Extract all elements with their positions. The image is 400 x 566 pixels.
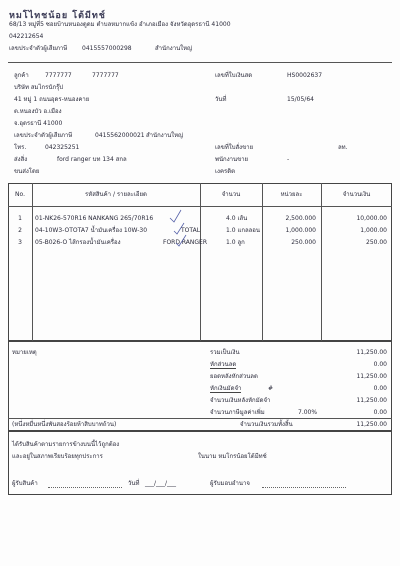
col-divider-2 — [200, 183, 201, 341]
grand-total-label: จำนวนเงินรวมทั้งสิ้น — [240, 421, 293, 428]
amount-in-words: (หนึ่งหมื่นหนึ่งพันสองร้อยห้าสิบบาทถ้วน) — [12, 421, 117, 428]
vat-label: จำนวนภาษีมูลค่าเพิ่ม — [210, 409, 265, 416]
company-tax-id: 0415557000298 — [82, 45, 132, 52]
deposit-marker: # — [268, 385, 274, 392]
header-no: No. — [15, 191, 25, 198]
customer-phone-label: โทร. — [14, 144, 27, 151]
doc-date-label: วันที่ — [215, 96, 227, 103]
table-row-note: FORD RANGER — [163, 239, 207, 246]
doc-no-label: เลขที่ใบเงินสด — [215, 72, 253, 79]
table-row-amount: 10,000.00 — [356, 215, 387, 222]
customer-address-2: ต.หนองบัว อ.เมือง — [14, 108, 62, 115]
grand-total-value: 11,250.00 — [356, 421, 387, 428]
header-quantity: จำนวน — [221, 191, 241, 198]
received-line-2: และอยู่ในสภาพเรียบร้อยทุกประการ — [12, 453, 103, 460]
col-divider-1 — [32, 183, 33, 341]
table-row-qty: 1.0 ลูก — [226, 239, 245, 246]
table-row-unit-price: 250.000 — [291, 239, 316, 246]
authorized-signature-line — [262, 487, 346, 488]
doc-no: HS0002637 — [287, 72, 323, 79]
customer-divider — [8, 62, 392, 63]
table-row-amount: 250.00 — [366, 239, 387, 246]
total-label: รวมเป็นเงิน — [210, 349, 240, 356]
receiver-signature-line — [48, 487, 122, 488]
header-amount: จำนวนเงิน — [342, 191, 371, 198]
received-line-1: ได้รับสินค้าตามรายการข้างบนนี้ไว้ถูกต้อง — [12, 441, 120, 448]
header-description: รหัสสินค้า / รายละเอียด — [85, 191, 147, 198]
company-address: 68/13 หมู่ที่5 ซอยบ้านหนองดูดม ตำบลหมากแข้ง อำเภอเมือง จังหวัดอุดรธานี 41000 — [9, 21, 231, 28]
salesman-value: - — [287, 156, 290, 163]
after-discount-label: ยอดหลังหักส่วนลด — [210, 373, 258, 380]
after-discount-value: 11,250.00 — [356, 373, 387, 380]
col-divider-3 — [262, 183, 263, 341]
after-deposit-value: 11,250.00 — [356, 397, 387, 404]
deposit-label: หักเงินมัดจำ — [210, 385, 242, 392]
deposit-value: 0.00 — [373, 385, 387, 392]
discount-label: หักส่วนลด — [210, 361, 237, 368]
contact-label: ลท. — [338, 144, 348, 151]
table-row-note: TOTAL — [181, 227, 201, 234]
in-name-of: ในนาม หมโกรน้อยโต้มีทช์ — [198, 453, 267, 460]
doc-date: 15/05/64 — [287, 96, 314, 103]
table-row-desc: 01-NK26-570R16 NANKANG 265/70R16 — [35, 215, 154, 222]
table-row-no: 3 — [18, 239, 22, 246]
col-divider-4 — [321, 183, 322, 341]
total-value: 11,250.00 — [356, 349, 387, 356]
remark-label: หมายเหตุ — [12, 349, 37, 356]
table-row-unit-price: 2,500.000 — [285, 215, 316, 222]
authorized-label: ผู้รับมอบอำนาจ — [210, 480, 250, 487]
table-row-amount: 1,000.00 — [360, 227, 387, 234]
customer-tax-id: 0415562000021 — [95, 132, 145, 139]
vehicle-value: ford ranger บท 134 สกล — [57, 156, 127, 163]
header-unit-price: หน่วยละ — [280, 191, 303, 198]
vehicle-label: ส่งสิ่ง — [14, 156, 28, 163]
customer-phone: 042325251 — [45, 144, 80, 151]
table-row-qty: 1.0 แกลลอน — [226, 227, 261, 234]
table-row-no: 1 — [18, 215, 22, 222]
customer-name: บริษัท สมไกรนักรุ๊ป — [14, 84, 64, 91]
receiver-date-blank: ___/___/___ — [145, 480, 177, 487]
order-no-label: เลขที่ใบสั่งขาย — [215, 144, 254, 151]
table-row-no: 2 — [18, 227, 22, 234]
customer-address-3: จ.อุดรธานี 41000 — [14, 120, 63, 127]
vat-rate: 7.00% — [298, 409, 318, 416]
table-row-desc: 04-10W3-OTOTA7 น้ำมันเครื่อง 10W-30 — [35, 227, 148, 234]
salesman-label: พนักงานขาย — [215, 156, 249, 163]
grand-total-divider — [8, 418, 392, 419]
company-tax-id-label: เลขประจำตัวผู้เสียภาษี — [9, 45, 68, 52]
ship-label: ขนส่งโดย — [14, 168, 40, 175]
discount-value: 0.00 — [373, 361, 387, 368]
customer-branch: สำนักงานใหญ่ — [146, 132, 184, 139]
customer-code-2: 7777777 — [92, 72, 119, 79]
receiver-label: ผู้รับสินค้า — [12, 480, 38, 487]
company-name: หมโไทชน้อย โต้มีทช์ — [9, 11, 106, 21]
vat-value: 0.00 — [373, 409, 387, 416]
company-phone: 042212654 — [9, 33, 44, 40]
credit-label: เงครดิต — [215, 168, 236, 175]
company-branch: สำนักงานใหญ่ — [155, 45, 193, 52]
customer-code: 7777777 — [45, 72, 72, 79]
customer-address-1: 41 หมู่ 1 ถนนอุดร-หนองคาย — [14, 96, 90, 103]
customer-code-label: ลูกค้า — [14, 72, 29, 79]
customer-tax-id-label: เลขประจำตัวผู้เสียภาษี — [14, 132, 73, 139]
table-row-desc: 05-B026-O ไส้กรองน้ำมันเครื่อง — [35, 239, 121, 246]
table-row-qty: 4.0 เส้น — [226, 215, 248, 222]
receiver-date-label: วันที่ — [128, 480, 140, 487]
table-row-unit-price: 1,000.000 — [285, 227, 316, 234]
after-deposit-label: จำนวนเงินหลังหักมัดจำ — [210, 397, 271, 404]
